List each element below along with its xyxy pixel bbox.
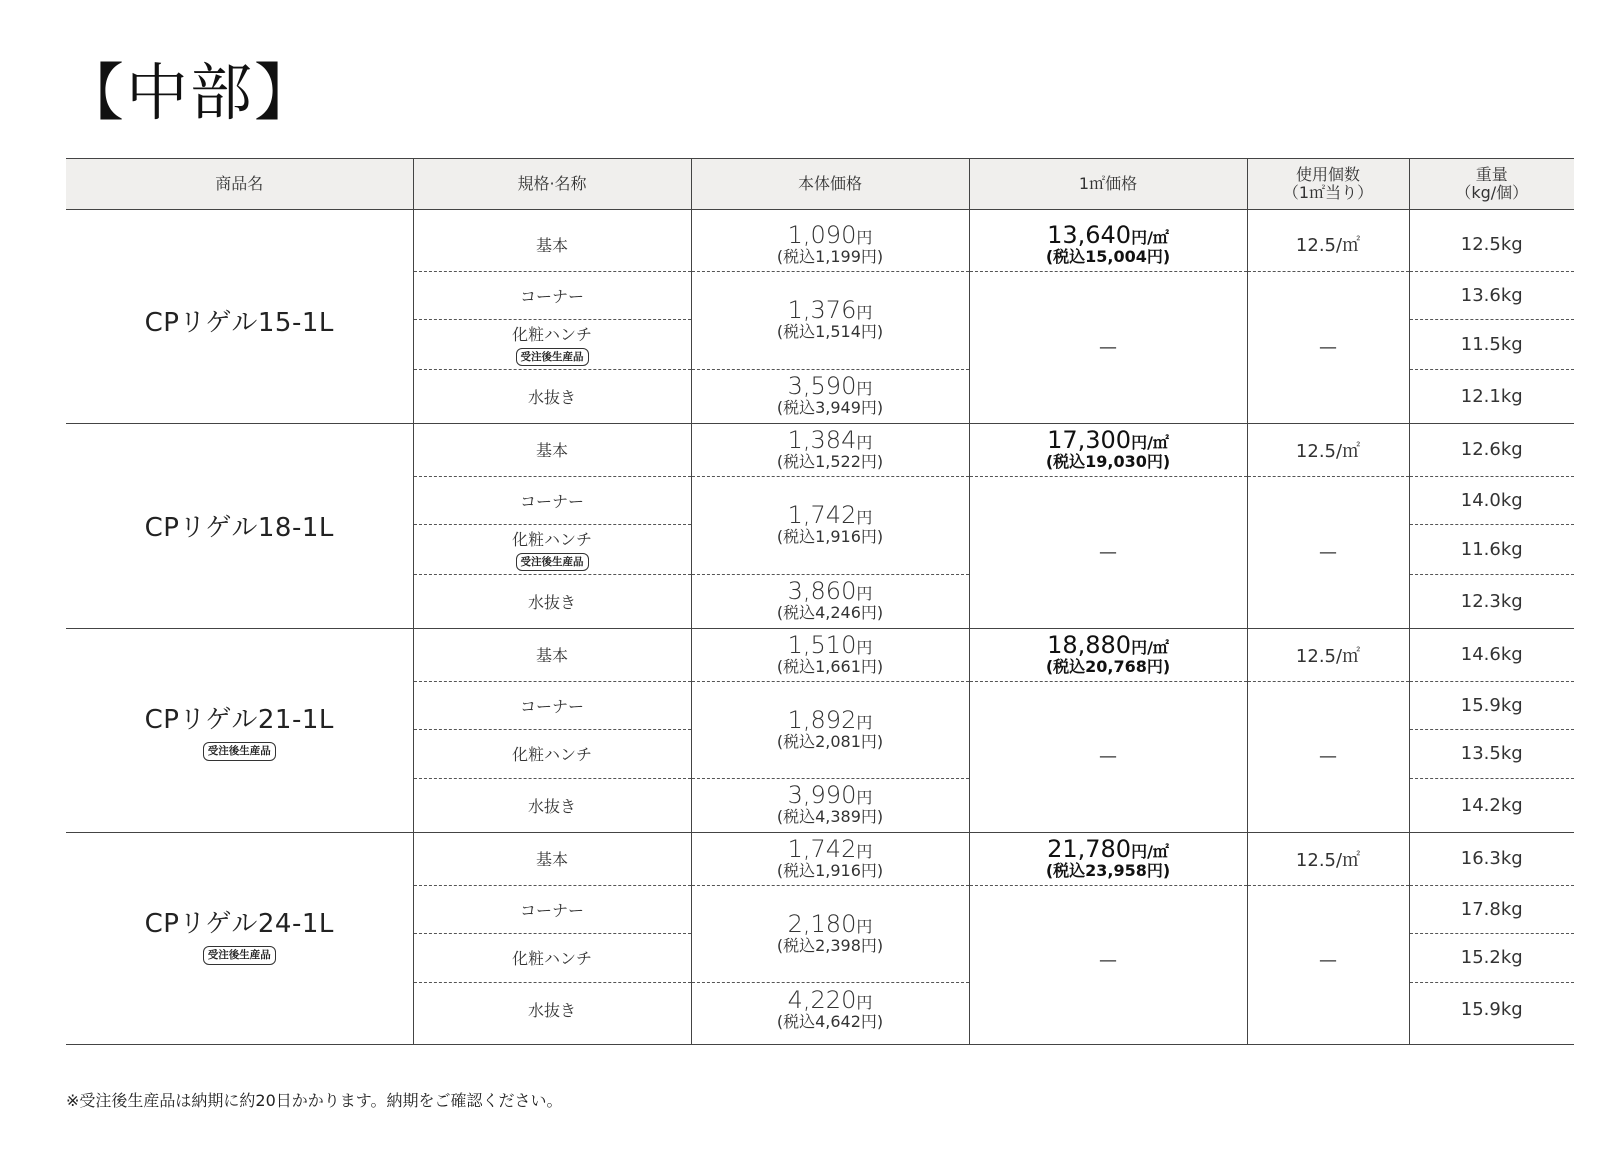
price-tax: (税込1,916円) [776, 860, 884, 880]
weight-cell: 13.5kg [1409, 729, 1574, 778]
m2-price-cell [969, 628, 1247, 681]
weight-cell: 14.6kg [1409, 628, 1574, 681]
spec-name: 水抜き [527, 796, 576, 816]
empty-dash: — [1319, 336, 1337, 358]
table-row [66, 628, 1574, 681]
header-row [66, 159, 1574, 210]
usage-cell [1247, 476, 1409, 628]
weight-cell: 14.0kg [1409, 476, 1574, 524]
spec-cell [413, 885, 691, 933]
made-to-order-badge: 受注後生産品 [516, 348, 589, 367]
price-cell [691, 476, 969, 574]
price-tax: (税込2,081円) [776, 731, 884, 751]
empty-dash: — [1319, 541, 1337, 563]
spec-cell [413, 778, 691, 832]
spec-cell [413, 574, 691, 628]
header-usage: 使用個数 （1㎡当り） [1247, 159, 1409, 210]
usage-cell: 12.5/㎡ [1247, 832, 1409, 885]
header-spacer [66, 210, 1574, 219]
spec-cell [413, 476, 691, 524]
spec-name: コーナー [519, 696, 584, 716]
product-cell [66, 423, 413, 628]
price-cell [691, 885, 969, 982]
spec-cell [413, 369, 691, 423]
product-cell [66, 218, 413, 423]
weight-cell: 15.9kg [1409, 982, 1574, 1036]
spec-cell [413, 271, 691, 319]
price-table [66, 158, 1574, 1045]
page-title: 【中部】 [62, 56, 319, 129]
spec-name: 水抜き [527, 387, 576, 407]
price-tax: (税込4,246円) [776, 603, 884, 623]
spec-cell [413, 628, 691, 681]
table-row [66, 423, 1574, 476]
weight-cell: 14.2kg [1409, 778, 1574, 832]
usage-cell [1247, 271, 1409, 423]
spec-name: コーナー [519, 491, 584, 511]
spec-cell [413, 423, 691, 476]
spec-name: 化粧ハンチ [511, 949, 592, 968]
price-cell [691, 832, 969, 885]
price-cell [691, 218, 969, 271]
price-tax: (税込3,949円) [776, 398, 884, 418]
price-main: 1,742円 [787, 501, 873, 530]
spec-name: 化粧ハンチ [511, 529, 592, 549]
price-main: 4,220円 [787, 985, 873, 1014]
made-to-order-badge: 受注後生産品 [203, 742, 276, 761]
product-name: CPリゲル18-1L [144, 513, 334, 543]
m2-price-cell [969, 423, 1247, 476]
usage-cell: 12.5/㎡ [1247, 423, 1409, 476]
header-m2-price: 1㎡価格 [969, 159, 1247, 210]
product-name: CPリゲル21-1L [144, 705, 334, 736]
made-to-order-badge: 受注後生産品 [203, 946, 276, 965]
price-main: 3,590円 [787, 372, 873, 401]
weight-cell: 15.2kg [1409, 933, 1574, 982]
m2-price-main: 21,780円/㎡ [1047, 834, 1169, 863]
price-tax: (税込4,389円) [776, 807, 884, 827]
empty-dash: — [1099, 950, 1117, 972]
header-spec: 規格·名称 [413, 159, 691, 210]
spec-cell [413, 218, 691, 271]
spec-name: 基本 [535, 235, 568, 255]
spec-cell [413, 681, 691, 729]
spec-name: 基本 [535, 646, 568, 665]
weight-cell: 12.5kg [1409, 218, 1574, 271]
price-cell [691, 271, 969, 369]
empty-dash: — [1099, 746, 1117, 767]
price-cell [691, 423, 969, 476]
spec-name: 水抜き [527, 1000, 576, 1020]
spec-cell [413, 524, 691, 574]
spec-cell [413, 319, 691, 369]
m2-price-tax: (税込15,004円) [1045, 246, 1171, 266]
usage-cell: 12.5/㎡ [1247, 218, 1409, 271]
product-name: CPリゲル24-1L [144, 909, 334, 940]
m2-price-cell [969, 832, 1247, 885]
weight-cell: 12.3kg [1409, 574, 1574, 628]
product-cell [66, 628, 413, 832]
table-row [66, 832, 1574, 885]
usage-cell [1247, 885, 1409, 1036]
weight-cell: 16.3kg [1409, 832, 1574, 885]
empty-dash: — [1319, 746, 1337, 767]
weight-cell: 11.6kg [1409, 524, 1574, 574]
footnote: ※受注後生産品は納期に約20日かかります。納期をご確認ください。 [66, 1091, 563, 1110]
header-product: 商品名 [66, 159, 413, 210]
spec-cell [413, 933, 691, 982]
weight-cell: 12.6kg [1409, 423, 1574, 476]
weight-cell: 12.1kg [1409, 369, 1574, 423]
made-to-order-badge: 受注後生産品 [516, 553, 589, 572]
empty-dash: — [1319, 950, 1337, 972]
spec-name: 基本 [535, 850, 568, 869]
price-tax: (税込1,916円) [776, 527, 884, 547]
weight-cell: 13.6kg [1409, 271, 1574, 319]
price-tax: (税込1,522円) [776, 451, 884, 471]
m2-price-main: 18,880円/㎡ [1047, 630, 1169, 659]
price-tax: (税込1,199円) [776, 246, 884, 266]
price-main: 1,090円 [787, 220, 873, 249]
spec-name: 基本 [535, 441, 568, 460]
usage-cell [1247, 681, 1409, 832]
price-main: 1,384円 [787, 425, 873, 454]
footer-spacer [66, 1036, 1574, 1045]
weight-cell: 11.5kg [1409, 319, 1574, 369]
spec-name: コーナー [519, 900, 584, 920]
price-tax: (税込1,661円) [776, 656, 884, 676]
spec-name: 化粧ハンチ [511, 324, 592, 344]
price-main: 3,860円 [787, 577, 873, 606]
table-row [66, 218, 1574, 271]
price-main: 3,990円 [787, 781, 873, 810]
price-main: 1,376円 [787, 296, 873, 325]
m2-price-main: 17,300円/㎡ [1047, 425, 1169, 454]
m2-price-tax: (税込20,768円) [1045, 656, 1171, 676]
price-main: 1,892円 [787, 705, 873, 734]
price-tax: (税込2,398円) [776, 935, 884, 955]
m2-price-cell [969, 271, 1247, 423]
empty-dash: — [1099, 336, 1117, 358]
price-cell [691, 681, 969, 778]
price-main: 2,180円 [787, 909, 873, 938]
price-cell [691, 574, 969, 628]
price-cell [691, 982, 969, 1036]
spec-name: 化粧ハンチ [511, 745, 592, 764]
price-tax: (税込1,514円) [776, 322, 884, 342]
product-cell [66, 832, 413, 1036]
m2-price-cell [969, 681, 1247, 832]
price-cell [691, 778, 969, 832]
spec-cell [413, 832, 691, 885]
price-main: 1,742円 [787, 834, 873, 863]
price-tax: (税込4,642円) [776, 1011, 884, 1031]
price-cell [691, 628, 969, 681]
header-weight: 重量 （kg/個） [1409, 159, 1574, 210]
m2-price-cell [969, 218, 1247, 271]
weight-cell: 17.8kg [1409, 885, 1574, 933]
usage-cell: 12.5/㎡ [1247, 628, 1409, 681]
spec-cell [413, 729, 691, 778]
spec-name: 水抜き [527, 592, 576, 612]
header-price: 本体価格 [691, 159, 969, 210]
product-name: CPリゲル15-1L [144, 307, 334, 338]
m2-price-main: 13,640円/㎡ [1047, 220, 1169, 249]
spec-cell [413, 982, 691, 1036]
spec-name: コーナー [519, 286, 584, 306]
empty-dash: — [1099, 541, 1117, 563]
price-main: 1,510円 [787, 630, 873, 659]
price-cell [691, 369, 969, 423]
weight-cell: 15.9kg [1409, 681, 1574, 729]
m2-price-tax: (税込23,958円) [1045, 860, 1171, 880]
m2-price-cell [969, 476, 1247, 628]
m2-price-cell [969, 885, 1247, 1036]
m2-price-tax: (税込19,030円) [1045, 451, 1171, 471]
